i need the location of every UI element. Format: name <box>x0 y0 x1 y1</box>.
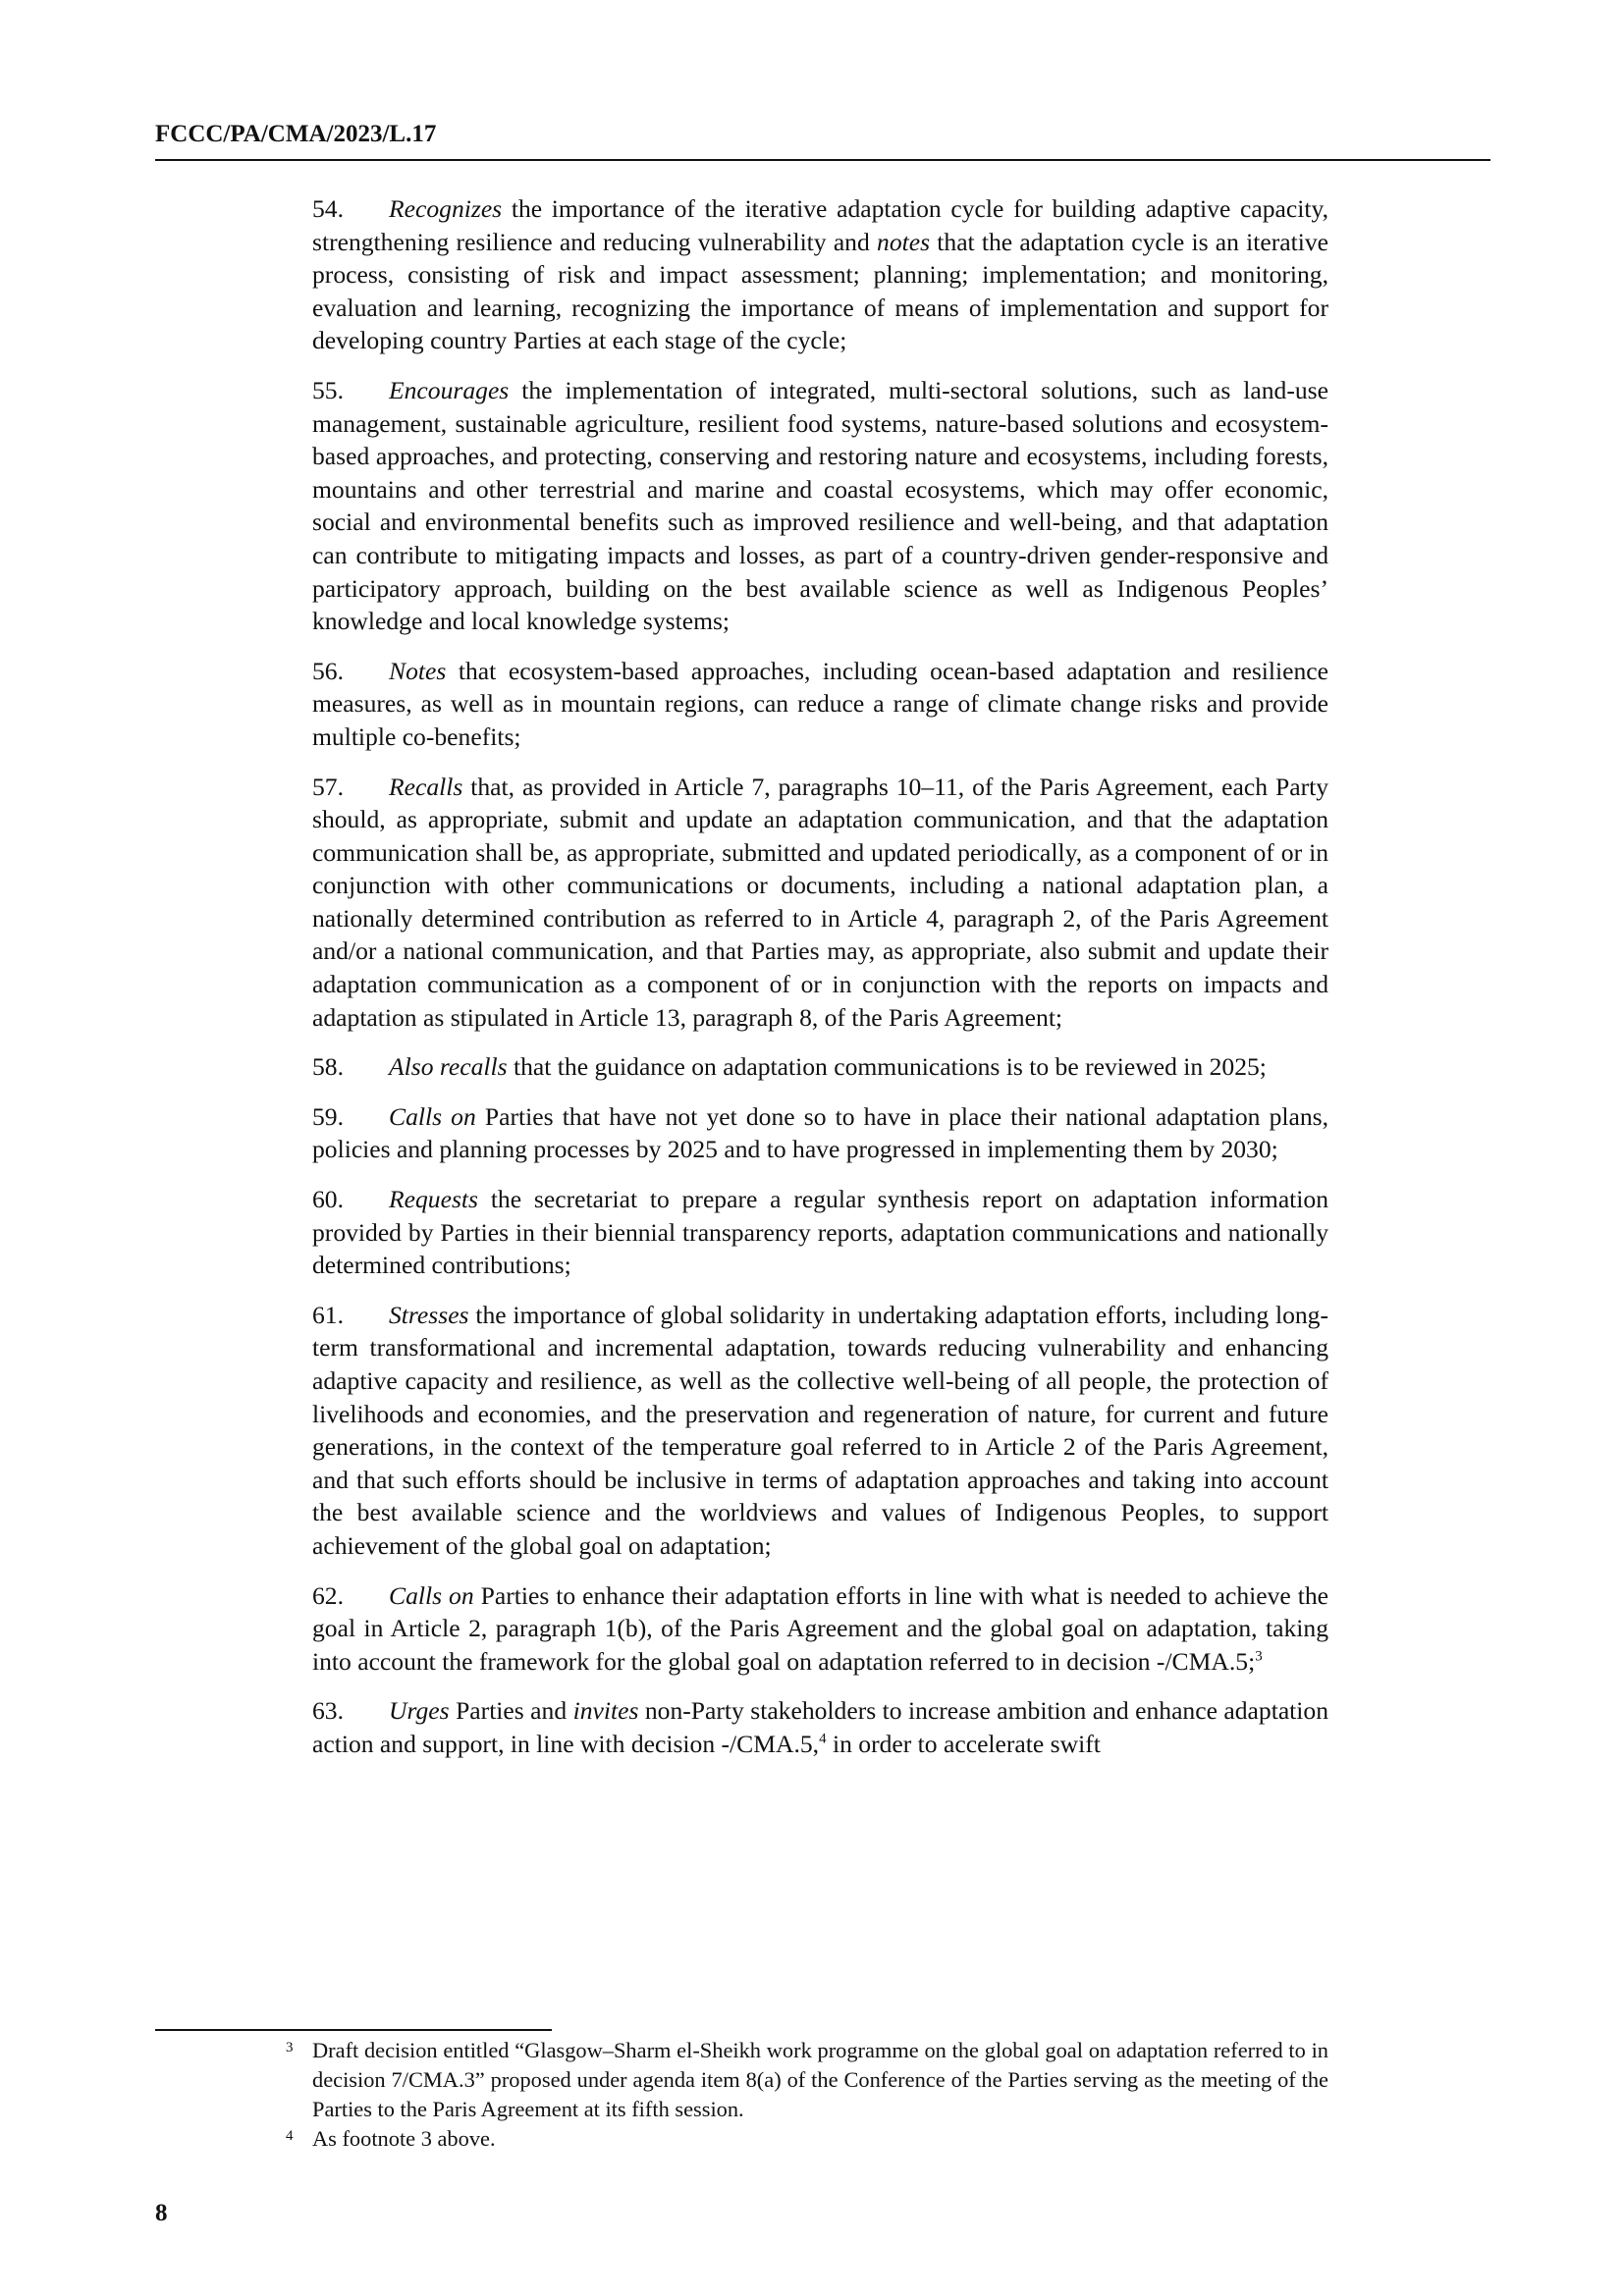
paragraph-number: 62. <box>312 1580 344 1610</box>
paragraph-63 <box>312 1694 1328 1760</box>
paragraph-59 <box>312 1100 1328 1166</box>
paragraph-text: that the adaptation cycle is an iterative process, consisting of risk and impact assessment; planning; implementation; and monitoring, evaluation and learning, recognizing the importance of means of implementation and support for developing country Parties at each stage of the cycle; <box>312 227 1328 355</box>
paragraph-text: that ecosystem-based approaches, including ocean-based adaptation and resilience measures, as well as in mountain regions, can reduce a range of climate change risks and provide multiple co-benefits; <box>312 656 1328 751</box>
footnote-text: As footnote 3 above. <box>312 2126 496 2151</box>
operative-verb: notes <box>877 227 931 256</box>
footnote-number: 3 <box>286 2040 294 2056</box>
paragraph-text: that, as provided in Article 7, paragraphs 10–11, of the Paris Agreement, each Party should, as appropriate, submit and update an adaptation communication, and that the adaptation communication shall be, as appropriate, submitted and updated periodically, as a component of or in conjunction with other communications or documents, including a national adaptation plan, a nationally determined contribution as referred to in Article 4, paragraph 2, of the Paris Agreement and/or a national communication, and that Parties may, as appropriate, also submit and update their adaptation communication as a component of or in conjunction with the reports on impacts and adaptation as stipulated in Article 13, paragraph 8, of the Paris Agreement; <box>312 772 1328 1032</box>
operative-verb: Stresses <box>389 1300 469 1329</box>
footnote-number: 4 <box>286 2128 294 2144</box>
footnote-reference[interactable]: 3 <box>1255 1648 1263 1665</box>
operative-verb: Notes <box>389 656 447 685</box>
paragraph-54 <box>312 192 1328 357</box>
operative-verb: Also recalls <box>389 1052 508 1082</box>
paragraph-text: Parties that have not yet done so to have in place their national adaptation plans, policies and planning processes by 2025 and to have progressed in implementing them by 2030; <box>312 1101 1328 1164</box>
footnote-3 <box>155 2036 1328 2124</box>
operative-verb: Encourages <box>389 375 510 404</box>
paragraph-number: 57. <box>312 772 344 801</box>
header-rule <box>155 159 1490 161</box>
paragraph-61 <box>312 1299 1328 1563</box>
paragraph-57 <box>312 771 1328 1035</box>
operative-verb: Calls on <box>389 1580 474 1610</box>
footnotes <box>155 2036 1328 2154</box>
paragraph-number: 60. <box>312 1185 344 1214</box>
operative-verb: Calls on <box>389 1101 476 1131</box>
paragraph-text: the importance of global solidarity in undertaking adaptation efforts, including long-term transformational and incremental adaptation, towards reducing vulnerability and enhancing adaptive capacity and resilience, as well as the collective well-being of all people, the protection of livelihoods and economies, and the preservation and regeneration of nature, for current and future generations, in the context of the temperature goal referred to in Article 2 of the Paris Agreement, and that such efforts should be inclusive in terms of adaptation approaches and taking into account the best available science and the worldviews and values of Indigenous Peoples, to support achievement of the global goal on adaptation; <box>312 1300 1328 1560</box>
operative-verb: invites <box>572 1696 639 1726</box>
paragraph-text: non-Party stakeholders to increase ambition and enhance adaptation action and support, in line with decision -/CMA.5, <box>312 1696 1328 1758</box>
paragraph-text: Parties and <box>449 1696 573 1726</box>
paragraph-number: 55. <box>312 375 344 404</box>
paragraph-text: that the guidance on adaptation communications is to be reviewed in 2025; <box>507 1052 1267 1082</box>
page-number: 8 <box>155 2200 168 2226</box>
paragraph-text: the importance of the iterative adaptation cycle for building adaptive capacity, strengthening resilience and reducing vulnerability and <box>312 194 1328 256</box>
paragraph-62 <box>312 1579 1328 1679</box>
paragraph-text: Parties to enhance their adaptation efforts in line with what is needed to achieve the goal in Article 2, paragraph 1(b), of the Paris Agreement and the global goal on adaptation, taking into account the framework for the global goal on adaptation referred to in decision -/CMA.5; <box>312 1580 1329 1676</box>
paragraph-60 <box>312 1183 1328 1282</box>
paragraph-number: 58. <box>312 1052 344 1082</box>
footnote-text: Draft decision entitled “Glasgow–Sharm el-Sheikh work programme on the global goal on adaptation referred to in decision 7/CMA.3” proposed under agenda item 8(a) of the Conference of the Parties serving as the meeting of the Parties to the Paris Agreement at its fifth session. <box>312 2038 1328 2121</box>
footnote-separator <box>155 2029 552 2031</box>
paragraph-text: in order to accelerate swift <box>826 1729 1101 1758</box>
paragraph-number: 54. <box>312 194 344 223</box>
paragraph-number: 61. <box>312 1300 344 1329</box>
operative-verb: Urges <box>389 1696 450 1726</box>
operative-verb: Recalls <box>389 772 463 801</box>
paragraph-number: 63. <box>312 1696 344 1726</box>
operative-verb: Requests <box>389 1185 478 1214</box>
paragraph-text: the implementation of integrated, multi-sectoral solutions, such as land-use management, sustainable agriculture, resilient food systems, nature-based solutions and ecosystem-based approaches, and protecting, conserving and restoring nature and ecosystems, including forests, mountains and other terrestrial and marine and coastal ecosystems, which may offer economic, social and environmental benefits such as improved resilience and well-being, and that adaptation can contribute to mitigating impacts and losses, as part of a country-driven gender-responsive and participatory approach, building on the best available science as well as Indigenous Peoples’ knowledge and local knowledge systems; <box>312 375 1328 636</box>
paragraph-number: 59. <box>312 1101 344 1131</box>
operative-verb: Recognizes <box>389 194 503 223</box>
document-symbol: FCCC/PA/CMA/2023/L.17 <box>155 121 437 147</box>
paragraph-text: the secretariat to prepare a regular synthesis report on adaptation information provided by Parties in their biennial transparency reports, adaptation communications and nationally determined contributions; <box>312 1185 1328 1280</box>
footnote-4 <box>155 2124 1328 2154</box>
paragraph-55 <box>312 374 1328 638</box>
footnote-reference[interactable]: 4 <box>819 1731 827 1747</box>
document-body <box>312 192 1328 1778</box>
paragraph-number: 56. <box>312 656 344 685</box>
paragraph-58 <box>312 1050 1328 1084</box>
paragraph-56 <box>312 655 1328 754</box>
